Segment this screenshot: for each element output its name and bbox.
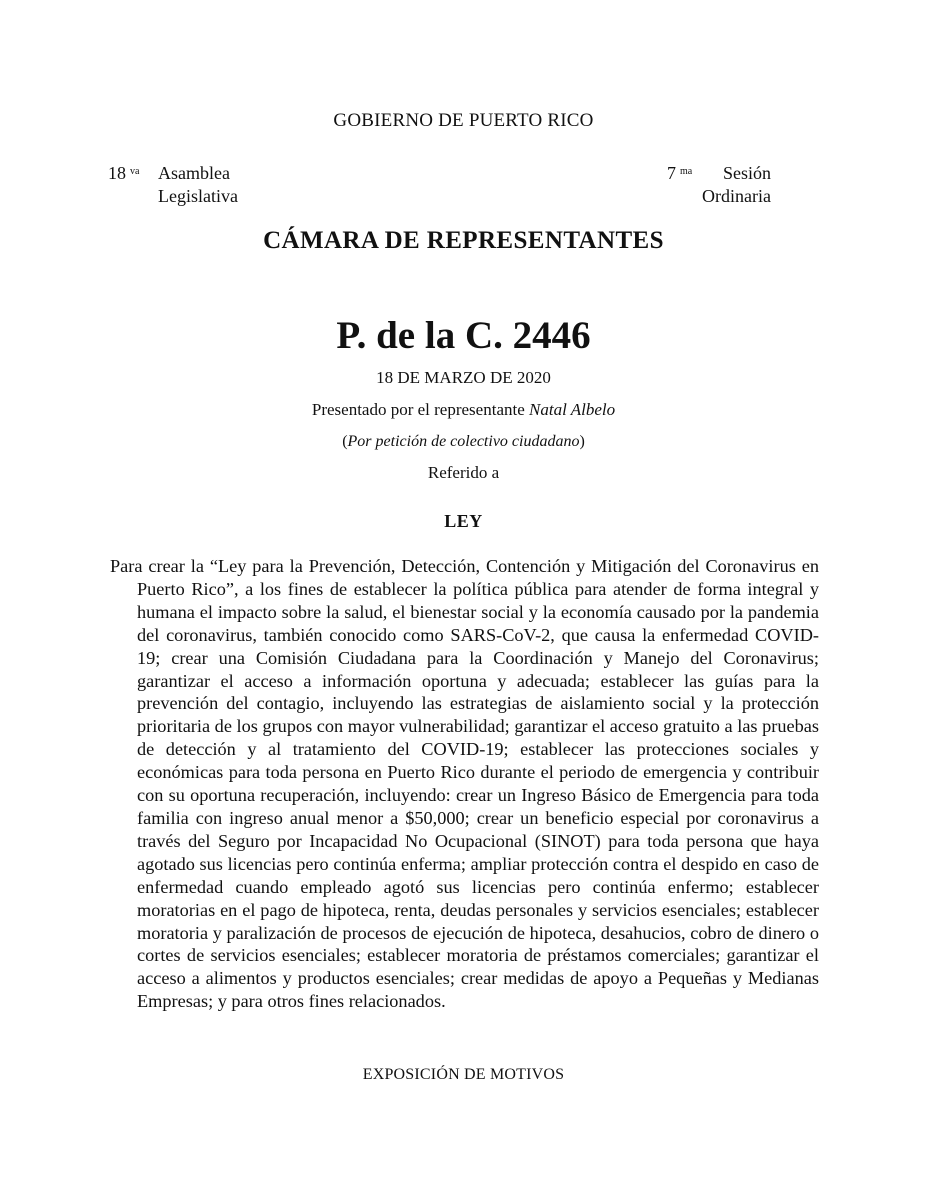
- government-header: GOBIERNO DE PUERTO RICO: [333, 110, 594, 131]
- session-line2: Ordinaria: [702, 186, 771, 206]
- bill-abstract: Para crear la “Ley para la Prevención, Detección, Contención y Mitigación del Coronavirus en Puerto Rico”, a los fines de establecer la política pública para atender de forma integral y humana el impacto sobre la salud, el bienestar social y la economía causado por la pandemia del coronavirus, también conocido como SARS-CoV-2, que causa la enfermedad COVID-19; crear una Comisión Ciudadana para la Coordinación y Manejo del Coronavirus; garantizar el acceso a información oportuna y adecuada; establecer las guías para la prevención del contagio, incluyendo las estrategias de aislamiento social y la protección prioritaria de los grupos con mayor vulnerabilidad; garantizar el acceso gratuito a las pruebas de detección y al tratamiento del COVID-19; establecer las protecciones sociales y económicas para toda persona en Puerto Rico durante el periodo de emergencia y contribuir con su oportuna recuperación, incluyendo: crear un Ingreso Básico de Emergencia para toda familia con ingreso anual menor a $50,000; crear un beneficio especial por coronavirus a través del Seguro por Incapacidad No Ocupacional (SINOT) para toda persona que haya agotado sus licencias pero continúa enferma; ampliar protección contra el despido en caso de enfermedad cuando empleado agotó sus licencias pero continúa enfermo; establecer moratorias en el pago de hipoteca, renta, deudas personales y servicios esenciales; establecer moratoria y paralización de procesos de ejecución de hipoteca, desahucios, cobro de dinero o cortes de servicios esenciales; establecer moratoria de préstamos comerciales; garantizar el acceso a alimentos y productos esenciales; crear medidas de apoyo a Pequeñas y Medianas Empresas; y para otros fines relacionados.: [110, 556, 819, 1012]
- session-line1: Sesión: [722, 163, 771, 183]
- presented-by-prefix: Presentado por el representante: [311, 400, 525, 419]
- representative-name: Natal Albelo: [529, 400, 616, 419]
- petition-text: Por petición de colectivo ciudadano: [347, 433, 580, 450]
- assembly-number: 18 $^{va}$: [108, 163, 140, 183]
- section-heading: EXPOSICIÓN DE MOTIVOS: [362, 1066, 565, 1083]
- assembly-line2: Legislativa: [158, 186, 238, 206]
- referred-to: Referido a: [427, 463, 500, 482]
- session-ordinal: ma: [680, 166, 693, 177]
- presented-by: [0, 400, 927, 420]
- assembly-ordinal: va: [130, 166, 140, 177]
- assembly-words: [158, 162, 238, 208]
- chamber-title: CÁMARA DE REPRESENTANTES: [263, 227, 664, 254]
- session-words: [702, 162, 771, 208]
- petition-note: (Por petición de colectivo ciudadano): [342, 433, 585, 450]
- bill-number: P. de la C. 2446: [336, 314, 591, 357]
- bill-type: LEY: [444, 511, 483, 531]
- bill-date: 18 DE MARZO DE 2020: [376, 368, 551, 387]
- session-number: 7 $^{ma}$: [667, 163, 693, 183]
- assembly-line1: Asamblea: [158, 163, 230, 183]
